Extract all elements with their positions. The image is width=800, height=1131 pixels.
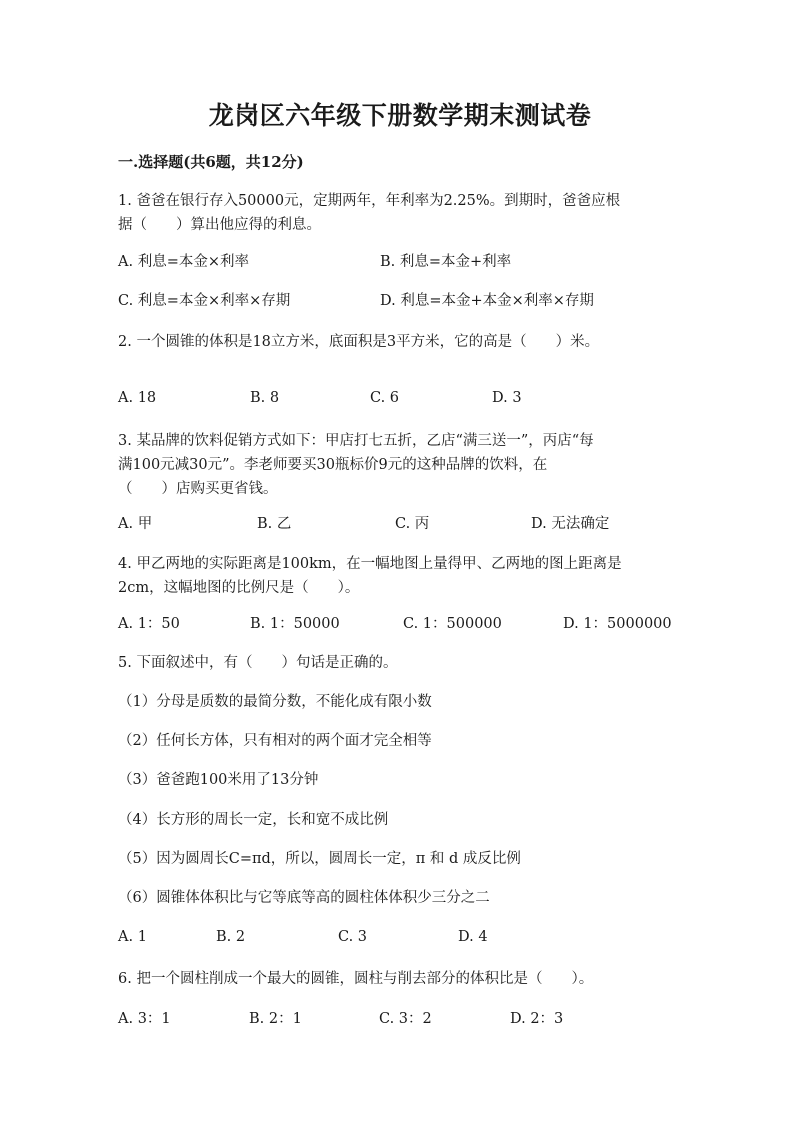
question-6-line-1: 6. 把一个圆柱削成一个最大的圆锥，圆柱与削去部分的体积比是（ ）。 — [118, 971, 594, 987]
question-1-line-2: 据（ ）算出他应得的利息。 — [118, 217, 321, 233]
q2-option-c: C. 6 — [370, 390, 400, 406]
q3-option-a: A. 甲 — [118, 516, 153, 532]
q3-option-d: D. 无法确定 — [531, 516, 610, 532]
statement-item: （1）分母是质数的最简分数，不能化成有限小数 — [118, 694, 432, 710]
question-4-line-1: 4. 甲乙两地的实际距离是100km，在一幅地图上量得甲、乙两地的图上距离是 — [118, 556, 622, 572]
q5-option-c: C. 3 — [338, 929, 368, 945]
q6-option-b: B. 2：1 — [249, 1011, 302, 1027]
q3-option-c: C. 丙 — [395, 516, 430, 532]
q2-option-b: B. 8 — [250, 390, 280, 406]
question-4-line-2: 2cm，这幅地图的比例尺是（ ）。 — [118, 580, 360, 596]
question-3-line-1: 3. 某品牌的饮料促销方式如下：甲店打七五折，乙店“满三送一”，丙店“每 — [118, 433, 594, 449]
page-title: 龙岗区六年级下册数学期末测试卷 — [208, 101, 592, 130]
q4-option-a: A. 1：50 — [118, 616, 180, 632]
q1-option-d: D. 利息=本金+本金×利率×存期 — [380, 293, 594, 309]
q1-option-c: C. 利息=本金×利率×存期 — [118, 293, 291, 309]
q3-option-b: B. 乙 — [257, 516, 292, 532]
q5-option-b: B. 2 — [216, 929, 246, 945]
q4-option-c: C. 1：500000 — [403, 616, 502, 632]
q4-option-d: D. 1：5000000 — [563, 616, 672, 632]
q6-option-a: A. 3：1 — [118, 1011, 171, 1027]
question-3-line-3: （ ）店购买更省钱。 — [118, 481, 278, 497]
q4-option-b: B. 1：50000 — [250, 616, 340, 632]
q5-option-d: D. 4 — [458, 929, 488, 945]
question-3-line-2: 满100元减30元”。李老师要买30瓶标价9元的这种品牌的饮料，在 — [118, 457, 548, 473]
q1-option-a: A. 利息=本金×利率 — [118, 254, 249, 270]
section-heading: 一.选择题(共6题，共12分) — [118, 153, 304, 171]
q6-option-d: D. 2：3 — [510, 1011, 564, 1027]
q6-option-c: C. 3：2 — [379, 1011, 432, 1027]
q2-option-d: D. 3 — [492, 390, 522, 406]
question-1-line-1: 1. 爸爸在银行存入50000元，定期两年，年利率为2.25%。到期时，爸爸应根 — [118, 193, 621, 209]
statement-item: （4）长方形的周长一定，长和宽不成比例 — [118, 812, 389, 828]
statement-item: （3）爸爸跑100米用了13分钟 — [118, 772, 319, 788]
q2-option-a: A. 18 — [118, 390, 157, 406]
question-2-line-1: 2. 一个圆锥的体积是18立方米，底面积是3平方米，它的高是（ ）米。 — [118, 334, 600, 350]
statement-item: （6）圆锥体体积比与它等底等高的圆柱体体积少三分之二 — [118, 890, 490, 906]
statement-item: （5）因为圆周长C=πd，所以，圆周长一定，π 和 d 成反比例 — [118, 851, 521, 867]
question-5-line-1: 5. 下面叙述中，有（ ）句话是正确的。 — [118, 655, 398, 671]
q5-option-a: A. 1 — [118, 929, 147, 945]
q1-option-b: B. 利息=本金+利率 — [380, 254, 512, 270]
statement-item: （2）任何长方体，只有相对的两个面才完全相等 — [118, 733, 432, 749]
